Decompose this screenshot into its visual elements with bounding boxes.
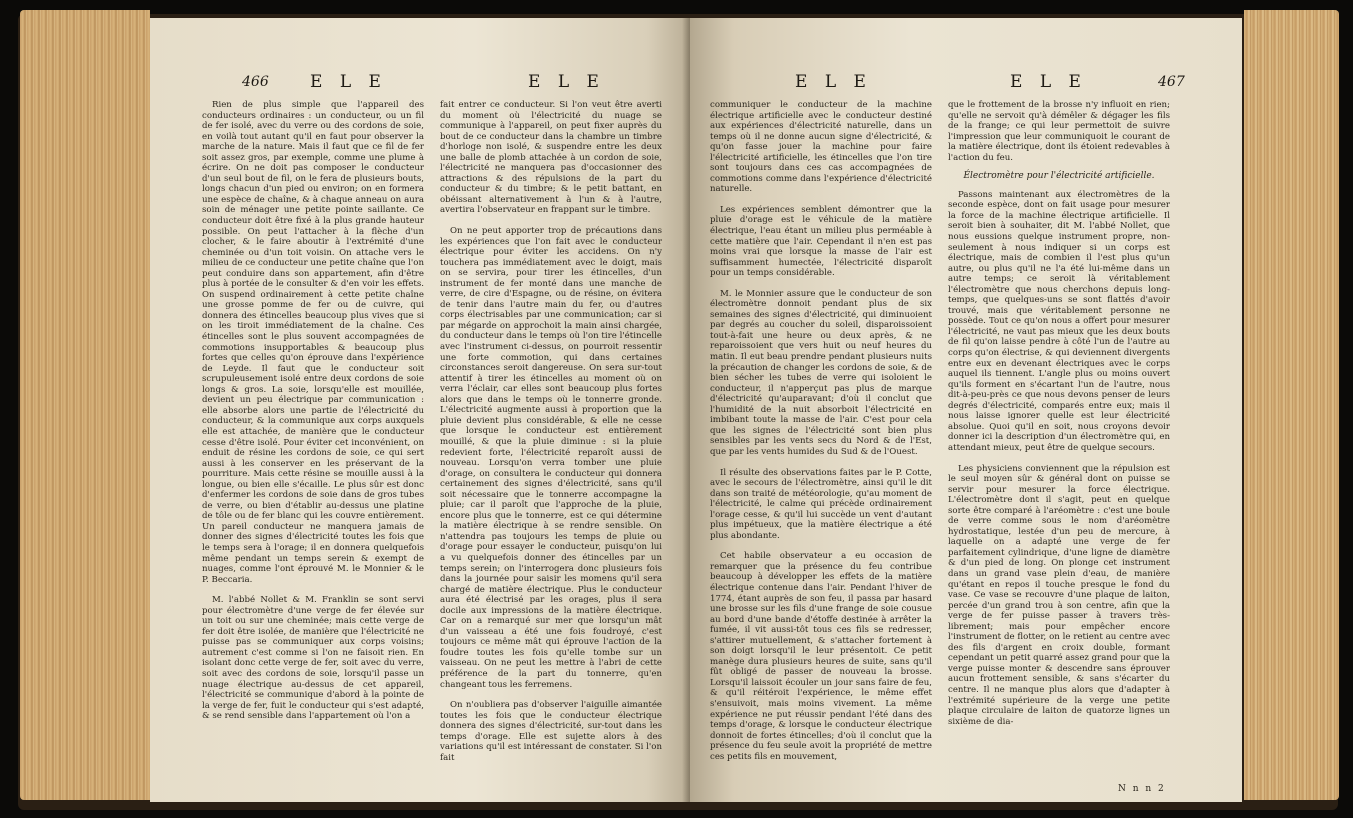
paragraph: On ne peut apporter trop de précautions dans les expériences que l'on fait avec le conducteur électrique pour éviter les accidens. On n'y touchera pas immédiatement avec le doigt, mais on se servira, pour tirer les étincelles, d'un instrument de fer monté dans une manche de verre, de cire d'Espagne, ou de résine, on évitera de tenir dans l'autre main du fer, ou d'autres corps électrisables par une communication; car si par mégarde on approchoit la main ainsi chargée, du conducteur dans le temps où l'on tire l'étincelle avec l'instrument ci-dessus, on pourroit ressentir une forte commotion, qui dans certaines circonstances seroit dangereuse. On sera sur-tout attentif à tirer les étincelles au moment où on verra l'éclair, car elles sont beaucoup plus fortes alors que dans le temps où le tonnerre gronde. L'électricité augmente aussi à proportion que la pluie devient plus considérable, & elle ne cesse que lorsque le conducteur est entièrement mouillé, & que la pluie diminue : si la pluie redevient forte, l'électricité reparoît aussi de nouveau. Lorsqu'on verra tomber une pluie d'orage, on consultera le conducteur qui donnera certainement des signes d'électricité, sans qu'il soit nécessaire que le tonnerre accompagne la pluie; car il paroît que l'approche de la pluie, encore plus que le tonnerre, est ce qui détermine la matière électrique à se rendre sensible. On n'attendra pas toujours les temps de pluie ou d'orage pour essayer le conducteur, puisqu'on lui a vu quelquefois donner des étincelles par un temps serein; on l'interrogera donc plusieurs fois dans la journée pour saisir les momens qu'il sera chargé de matière électrique. Plus le conducteur aura été électrisé par les orages, plus il sera docile aux impressions de la matière électrique. Car on a remarqué sur mer que lorsqu'un mât d'un vaisseau a été une fois foudroyé, c'est toujours ce même mât qui éprouve l'action de la foudre toutes les fois qu'elle tombe sur un vaisseau. On ne peut les mettre à l'abri de cette préférence de la part du tonnerre, qu'en changeant tous les ferremens. (440, 226, 662, 690)
signature-mark: N n n 2 (1118, 784, 1166, 794)
page-edges-right (1244, 10, 1339, 800)
right-page-column-1 (710, 100, 932, 762)
paragraph: Rien de plus simple que l'appareil des conducteurs ordinaires : un conducteur, ou un fil de fer isolé, avec du verre ou des cordons de soie, en voilà tout autant qu'il en faut pour observer la marche de la nature. Mais il faut que ce fil de fer soit assez gros, par exemple, comme une plume à écrire. On ne doit pas composer le conducteur d'un seul bout de fil, on le fera de plusieurs bouts, longs chacun d'un pied ou environ; on en formera une espèce de chaîne, & à chaque anneau on aura soin de ménager une petite pointe saillante. Ce conducteur doit être fixé à la plus grande hauteur possible. On peut l'attacher à la flèche d'un clocher, & le faire aboutir à l'extrémité d'une cheminée ou d'un toit voisin. On attache vers le milieu de ce conducteur une petite chaîne que l'on peut conduire dans son appartement, afin d'être plus à portée de le consulter & d'en voir les effets. On suspend ordinairement à cette petite chaîne une grosse pomme de fer ou de cuivre, qui donnera des étincelles beaucoup plus vives que si on les tiroit immédiatement de la chaîne. Ces étincelles sont le plus souvent accompagnées de commotions insupportables & beaucoup plus fortes que celles qu'on éprouve dans l'expérience de Leyde. Il faut que le conducteur soit scrupuleusement isolé entre deux cordons de soie longs & gros. La soie, lorsqu'elle est mouillée, devient un peu électrique par communication : elle absorbe alors une partie de l'électricité du conducteur, & la communique aux corps auxquels elle est attachée, de manière que le conducteur cesse d'être isolé. Pour éviter cet inconvénient, on enduit de résine les cordons de soie, ce qui sert aussi à les conserver en les préservant de la pourriture. Mais cette résine se mouille aussi à la longue, ou bien elle s'écaille. Le plus sûr est donc d'enfermer les cordons de soie dans de gros tubes de verre, ou bien d'établir au-dessus une platine de tôle ou de fer blanc qui les couvre entièrement. Un pareil conducteur ne manquera jamais de donner des signes d'électricité toutes les fois que le temps sera à l'orage; il en donnera quelquefois même pendant un temps serein & exempt de nuages, comme l'ont éprouvé M. le Monnier & le P. Beccaria. (202, 100, 424, 585)
running-head-left-1: E L E (310, 72, 387, 92)
page-number-left: 466 (242, 74, 269, 90)
running-head-right-2: E L E (1010, 72, 1087, 92)
running-head-right-1: E L E (795, 72, 872, 92)
paragraph: M. le Monnier assure que le conducteur de son électromètre donnoit pendant plus de six semaines des signes d'électricité, qui diminuoient par degrés au coucher du soleil, disparoissoient tout-à-fait une heure ou deux après, & ne reparoissoient que vers huit ou neuf heures du matin. Il eut beau prendre pendant plusieurs nuits la précaution de changer les cordons de soie, & de bien sécher les tubes de verre qui isoloient le conducteur, il n'apperçut pas plus de marque d'électricité qu'auparavant; d'où il conclut que l'humidité de la nuit absorboit l'électricité en imbibant toute la masse de l'air. C'est pour cela que les signes de l'électricité sont bien plus sensibles par les vents secs du Nord & de l'Est, que par les vents humides du Sud & de l'Ouest. (710, 288, 932, 457)
paragraph: communiquer le conducteur de la machine électrique artificielle avec le conducteur destiné aux expériences d'électricité naturelle, dans un temps où il ne donne aucun signe d'électricité, & qu'on fasse jouer la machine pour faire l'électricité artificielle, les étincelles que l'on tire sont toujours dans ces cas accompagnées de commotions comme dans l'expérience d'électricité naturelle. (710, 100, 932, 195)
right-page (690, 18, 1242, 802)
page-edges-left (20, 10, 150, 800)
paragraph: fait entrer ce conducteur. Si l'on veut être averti du moment où l'électricité du nuage se communique à l'appareil, on peut fixer auprès du bout de ce conducteur dans la chambre un timbre d'horloge non isolé, & suspendre entre les deux une balle de plomb attachée à un cordon de soie, l'électricité ne manquera pas d'occasionner des attractions & des répulsions de la part du conducteur & du timbre; & le petit battant, en obéissant alternativement à l'un & à l'autre, avertira l'observateur en frappant sur le timbre. (440, 100, 662, 216)
running-head-left-2: E L E (528, 72, 605, 92)
paragraph: que le frottement de la brosse n'y influoit en rien; qu'elle ne servoit qu'à démêler & dégager les fils de la frange; ce qui leur permettoit de suivre l'impression que leur communiquoit le courant de la matière électrique, dont ils étoient redevables à l'action du feu. (948, 100, 1170, 163)
left-page-column-2 (440, 100, 662, 763)
paragraph: Passons maintenant aux électromètres de la seconde espèce, dont on fait usage pour mesurer la force de la machine électrique artificielle. Il seroit bien à souhaiter, dit M. l'abbé Nollet, que nous eussions quelque instrument propre, non-seulement à nous indiquer si un corps est électrique, mais de combien il l'est plus qu'un autre, ou plus qu'il ne l'a été lui-même dans un autre temps; ce seroit là véritablement l'électromètre que nous cherchons depuis long-temps, que quelques-uns se sont flattés d'avoir trouvé, mais que véritablement personne ne possède. Tout ce qu'on nous a offert pour mesurer l'électricité, ne vaut pas mieux que les deux bouts de fil qu'on laisse pendre à côté l'un de l'autre au corps qu'on électrise, & qui deviennent divergents entre eux en devenant électriques avec le corps auquel ils tiennent. L'angle plus ou moins ouvert qu'ils forment en s'écartant l'un de l'autre, nous dit-à-peu-près ce que nous devons penser de leurs degrés d'électricité, comparés entre eux; mais il nous laisse ignorer quelle est leur électricité absolue. Quoi qu'il en soit, nous croyons devoir donner ici la description d'un électromètre qui, en attendant mieux, peut être de quelque secours. (948, 189, 1170, 453)
left-page-column-1 (202, 100, 424, 722)
paragraph: M. l'abbé Nollet & M. Franklin se sont servi pour électromètre d'une verge de fer élevée sur un toit ou sur une cheminée; mais cette verge de fer doit être isolée, de manière que l'électricité ne puisse pas se communiquer aux corps voisins; autrement c'est comme si l'on ne faisoit rien. En isolant donc cette verge de fer, soit avec du verre, soit avec des cordons de soie, lorsqu'il passe un nuage électrique au-dessus de cet appareil, l'électricité se communique d'abord à la pointe de la verge de fer, fuit le conducteur qui s'est adapté, & se rend sensible dans l'appartement où l'on a (202, 595, 424, 722)
right-page-column-2 (948, 100, 1170, 727)
paragraph: Cet habile observateur a eu occasion de remarquer que la présence du feu contribue beaucoup à développer les effets de la matière électrique contenue dans l'air. Pendant l'hiver de 1774, étant auprès de son feu, il passa par hasard une brosse sur les fils d'une frange de soie cousue au bord d'une bande d'étoffe destinée à arrêter la fumée, il vit aussi-tôt tous ces fils se redresser, s'attirer mutuellement, & s'attacher fortement à son doigt lorsqu'il le leur présentoit. Ce petit manège dura plusieurs heures de suite, sans qu'il fût obligé de passer de nouveau la brosse. Lorsqu'il laissoit écouler un jour sans faire de feu, & qu'il réitéroit l'expérience, le même effet s'ensuivoit, mais moins vivement. La même expérience ne put réussir pendant l'été dans des temps d'orage, & lorsque le conducteur électrique donnoit de fortes étincelles; d'où il conclut que la présence du feu seule avoit la propriété de mettre ces petits fils en mouvement, (710, 551, 932, 762)
paragraph: On n'oubliera pas d'observer l'aiguille aimantée toutes les fois que le conducteur électrique donnera des signes d'électricité, sur-tout dans les temps d'orage. Elle est sujette alors à des variations qu'il est intéressant de constater. Si l'on fait (440, 700, 662, 763)
left-page (150, 18, 690, 802)
paragraph: Les physiciens conviennent que la répulsion est le seul moyen sûr & général dont on puisse se servir pour mesurer la force électrique. L'électromètre dont il s'agit, peut en quelque sorte être comparé à l'aréomètre : c'est une boule de verre comme sous le nom d'aréomètre hydrostatique, lestée d'un peu de mercure, à laquelle on a adapté une verge de fer parfaitement cylindrique, d'une ligne de diamètre & d'un pied de long. On plonge cet instrument dans un grand vase plein d'eau, de manière qu'étant en repos il touche presque le fond du vase. Ce vase se recouvre d'une plaque de laiton, percée d'un grand trou à son centre, afin que la verge de fer puisse passer à travers très-librement; mais pour empêcher encore l'instrument de flotter, on le retient au centre avec des fils d'argent en croix double, formant cependant un petit quarré assez grand pour que la verge puisse monter & descendre sans éprouver aucun frottement sensible, & sans s'écarter du centre. Il ne manque plus alors que d'adapter à l'extrémité supérieure de la verge une petite plaque circulaire de laiton de quatorze lignes un sixième de dia- (948, 463, 1170, 727)
page-number-right: 467 (1158, 74, 1185, 90)
paragraph: Il résulte des observations faites par le P. Cotte, avec le secours de l'électromètre, ainsi qu'il le dit dans son traité de météorologie, qu'au moment de l'électricité, le calme qui précède ordinairement l'orage cesse, & qu'il lui succède un vent d'autant plus impétueux, que la matière électrique a été plus abondante. (710, 467, 932, 541)
section-heading: Électromètre pour l'électricité artificielle. (963, 171, 1155, 182)
paragraph: Les expériences semblent démontrer que la pluie d'orage est le véhicule de la matière électrique, l'eau étant un milieu plus perméable à cette matière que l'air. Cependant il n'en est pas moins vrai que lorsque la masse de l'air est suffisamment humectée, l'électricité disparoît pour un temps considérable. (710, 204, 932, 279)
